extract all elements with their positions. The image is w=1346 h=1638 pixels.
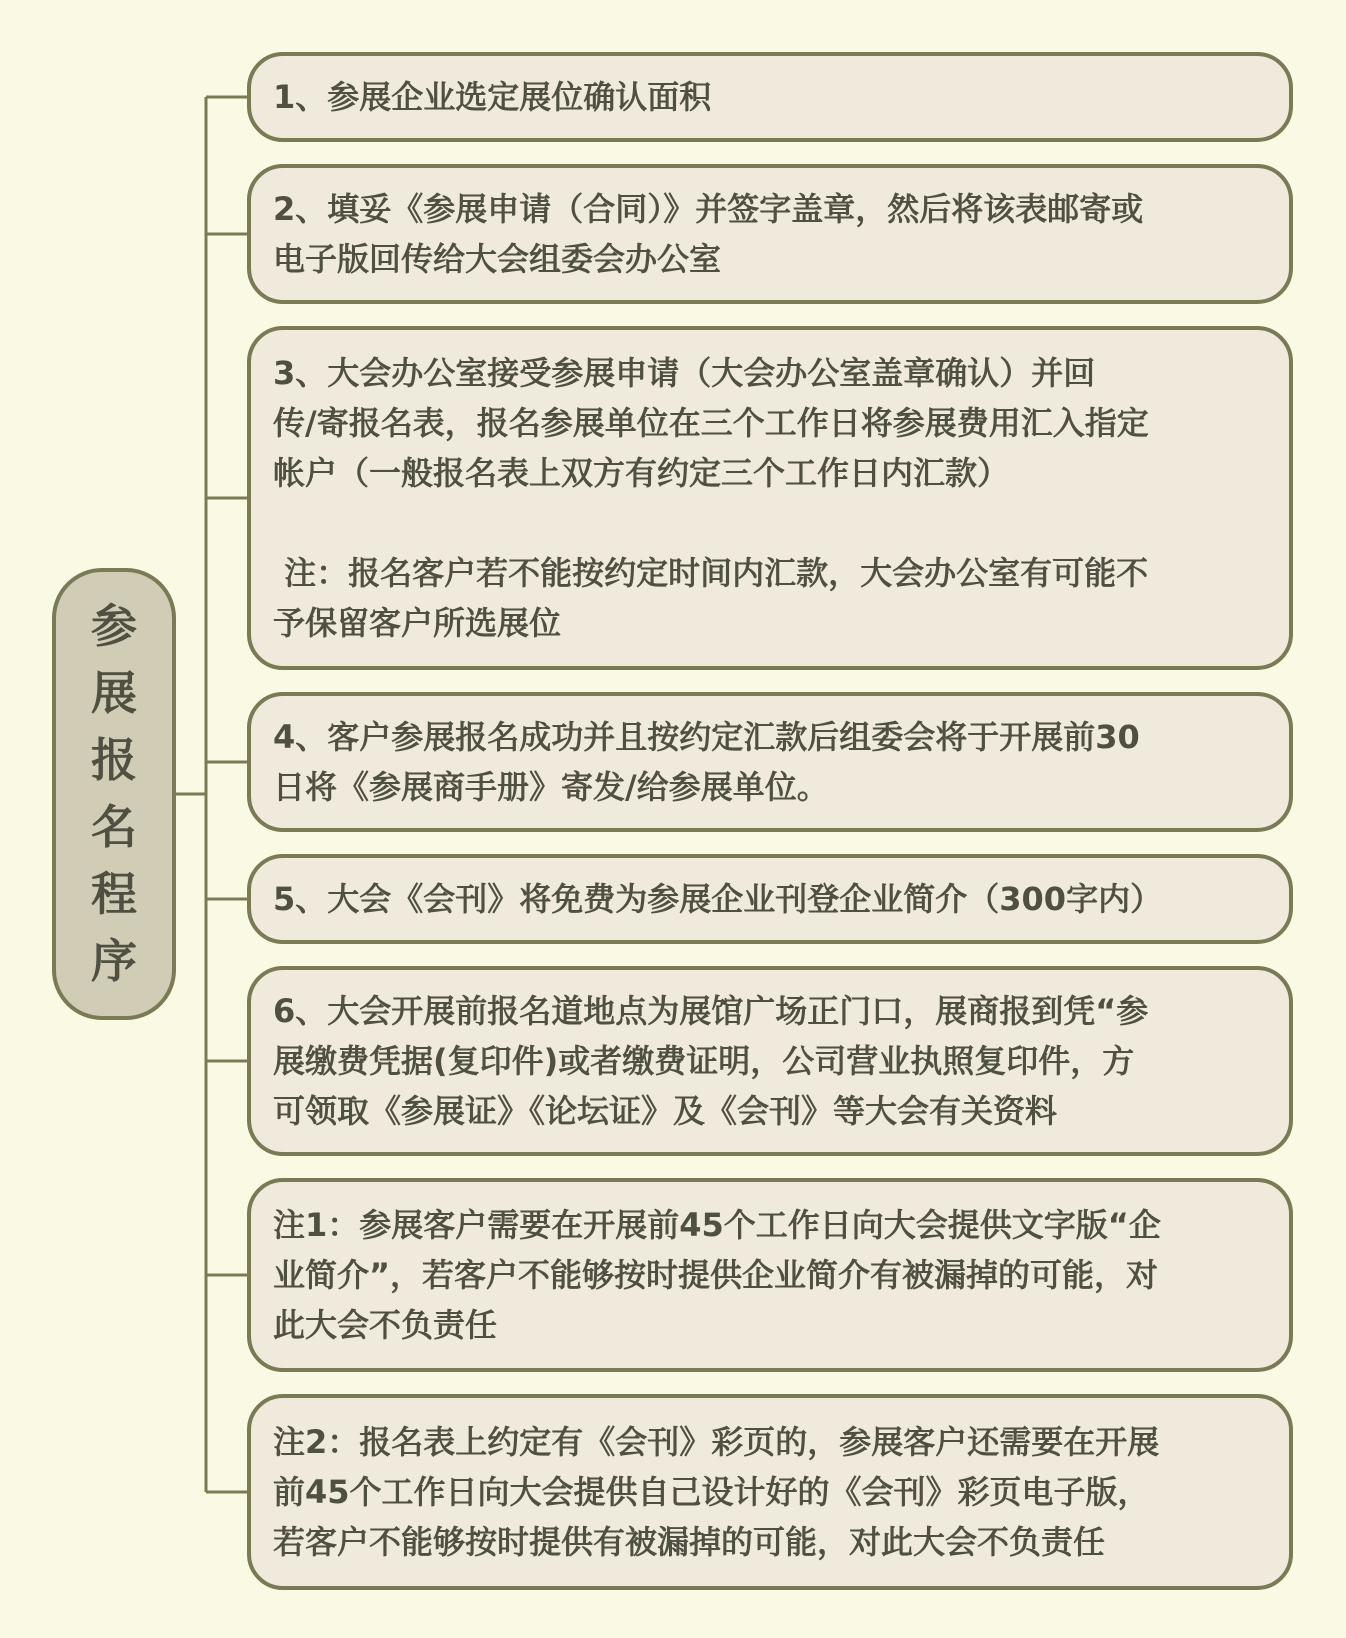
root-char: 展 [91, 666, 137, 720]
step-line: 4、客户参展报名成功并且按约定汇款后组委会将于开展前30 [273, 718, 1140, 756]
step-node-1 [247, 52, 1293, 142]
step-line: 日将《参展商手册》寄发/给参展单位。 [273, 768, 829, 806]
step-note-line: 注：报名客户若不能按约定时间内汇款，大会办公室有可能不 [273, 554, 1149, 592]
note-node-2 [247, 1394, 1293, 1590]
note-node-1 [247, 1178, 1293, 1372]
step-node-4 [247, 692, 1293, 832]
root-char: 程 [91, 867, 137, 921]
step-line: 注2：报名表上约定有《会刊》彩页的，参展客户还需要在开展 [273, 1423, 1160, 1461]
step-line: 前45个工作日向大会提供自己设计好的《会刊》彩页电子版， [273, 1473, 1150, 1511]
step-line: 注1：参展客户需要在开展前45个工作日向大会提供文字版“企 [273, 1206, 1161, 1244]
step-line: 5、大会《会刊》将免费为参展企业刊登企业简介（300字内） [273, 880, 1163, 918]
step-line: 3、大会办公室接受参展申请（大会办公室盖章确认）并回 [273, 354, 1096, 392]
root-node [52, 568, 176, 1020]
step-node-6 [247, 966, 1293, 1156]
step-note-line: 予保留客户所选展位 [273, 604, 562, 642]
root-char: 报 [91, 733, 137, 787]
step-line: 可领取《参展证》《论坛证》及《会刊》等大会有关资料 [273, 1092, 1058, 1130]
step-line: 2、填妥《参展申请（合同）》并签字盖章，然后将该表邮寄或 [273, 190, 1144, 228]
step-line: 电子版回传给大会组委会办公室 [273, 240, 722, 278]
root-char: 名 [91, 800, 137, 854]
step-line: 帐户（一般报名表上双方有约定三个工作日内汇款） [273, 454, 1010, 492]
root-char: 序 [91, 934, 137, 988]
step-line: 传/寄报名表，报名参展单位在三个工作日将参展费用汇入指定 [273, 404, 1149, 442]
step-node-3 [247, 326, 1293, 670]
step-line: 业简介”，若客户不能够按时提供企业简介有被漏掉的可能，对 [273, 1256, 1159, 1294]
step-node-5 [247, 854, 1293, 944]
step-node-2 [247, 164, 1293, 304]
step-line: 6、大会开展前报名道地点为展馆广场正门口，展商报到凭“参 [273, 992, 1149, 1030]
step-line: 展缴费凭据(复印件)或者缴费证明，公司营业执照复印件，方 [273, 1042, 1135, 1080]
step-line: 此大会不负责任 [273, 1306, 498, 1344]
step-line: 1、参展企业选定展位确认面积 [273, 78, 712, 116]
step-line: 若客户不能够按时提供有被漏掉的可能，对此大会不负责任 [273, 1523, 1106, 1561]
step-line-blank [273, 498, 1267, 548]
root-char: 参 [91, 599, 137, 653]
